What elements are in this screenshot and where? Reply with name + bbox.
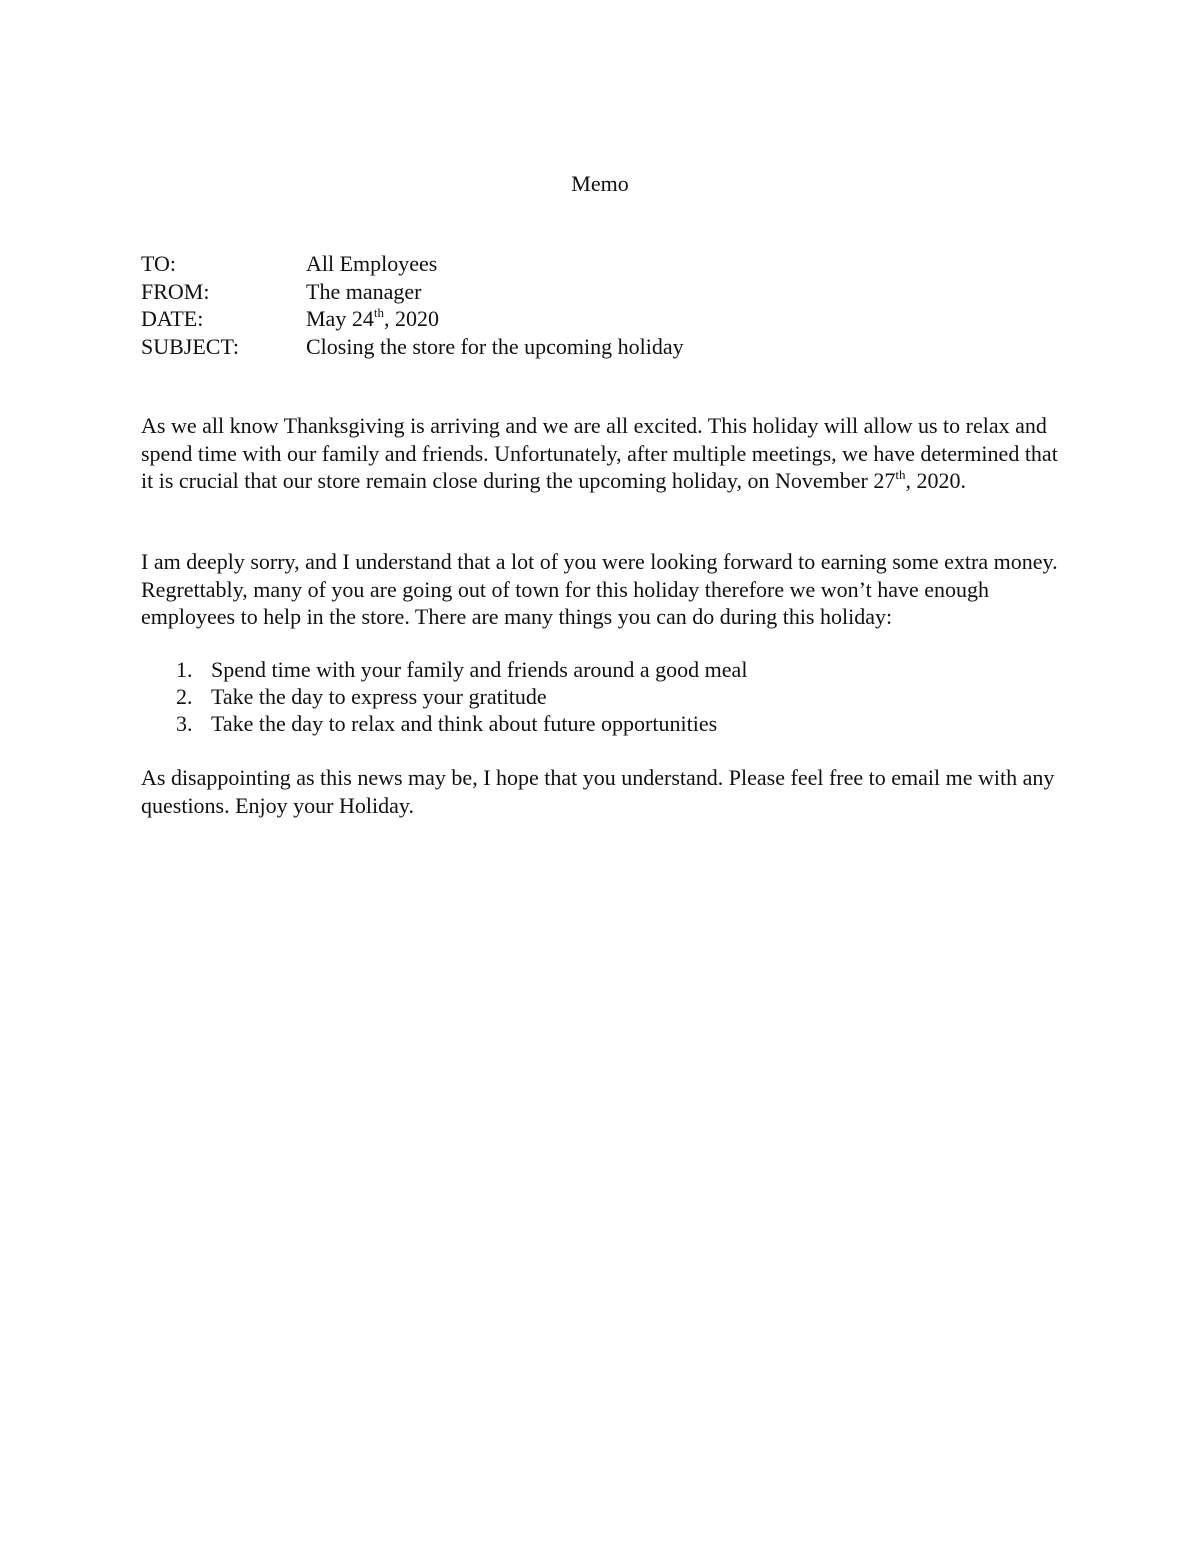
- list-item-number: 2.: [176, 684, 193, 709]
- body-paragraph-2: I am deeply sorry, and I understand that a lot of you were looking forward to earning some extra money. Regrettably, many of you are going out of town for this holiday therefore we won’t have enough employees to help in the store. There are many things you can do during this holiday:: [141, 549, 1058, 629]
- memo-title: Memo: [571, 171, 629, 196]
- body-paragraph-3: As disappointing as this news may be, I hope that you understand. Please feel free to email me with any questions. Enjoy your Holiday.: [141, 765, 1055, 818]
- from-row: [141, 278, 1041, 306]
- list-item: [141, 656, 1041, 683]
- date-main: May 24: [306, 306, 374, 331]
- list-item-number: 3.: [176, 711, 193, 736]
- from-value: The manager: [306, 278, 422, 304]
- memo-header: [141, 250, 1041, 360]
- date-label: DATE:: [141, 306, 204, 331]
- from-label: FROM:: [141, 278, 210, 304]
- date-ordinal: th: [373, 304, 384, 320]
- list-item-text: Spend time with your family and friends around a good meal: [211, 657, 748, 682]
- subject-row: [141, 333, 1041, 361]
- subject-label: SUBJECT:: [141, 333, 239, 359]
- body-paragraph-1: [141, 412, 1061, 495]
- list-item: [141, 683, 1041, 710]
- list-item-number: 1.: [176, 657, 193, 682]
- paragraph-1-text: As we all know Thanksgiving is arriving and we are all excited. This holiday will allow us to relax and spend time with our family and friends. Unfortunately, after multiple meetings, we have determined that it is crucial that our store remain close during the upcoming holiday, on November 27: [141, 413, 1058, 493]
- date-row: [141, 305, 1041, 333]
- paragraph-1-tail: , 2020.: [905, 468, 966, 493]
- to-value: All Employees: [306, 251, 438, 276]
- to-label: TO:: [141, 251, 177, 276]
- to-row: [141, 250, 1041, 278]
- paragraph-1-ordinal: th: [895, 466, 906, 482]
- list-item-text: Take the day to relax and think about future opportunities: [211, 711, 718, 736]
- suggestion-list: [141, 656, 1041, 737]
- date-value: [306, 305, 1041, 333]
- subject-value: Closing the store for the upcoming holiday: [306, 333, 684, 359]
- date-year: , 2020: [383, 306, 439, 331]
- list-item: [141, 710, 1041, 737]
- list-item-text: Take the day to express your gratitude: [211, 684, 547, 709]
